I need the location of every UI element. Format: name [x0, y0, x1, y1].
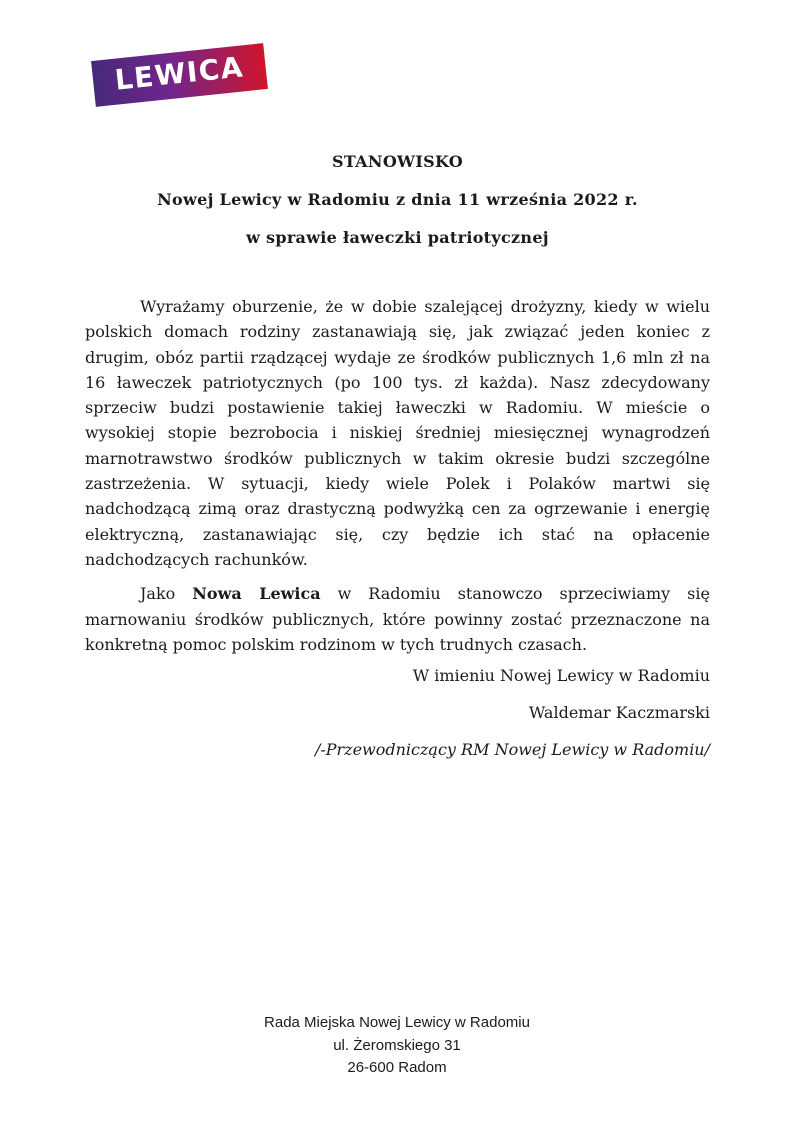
- document-body: [85, 294, 710, 657]
- signature-block: [315, 657, 710, 768]
- paragraph-2-suffix: w Radomiu stanowczo sprzeciwiamy się marnowaniu środków publicznych, które powinny zostać przeznaczone na konkretną pomoc polskim rodzinom w tych trudnych czasach.: [85, 584, 710, 654]
- footer-address: [0, 1012, 794, 1080]
- body-paragraph-1: Wyrażamy oburzenie, że w dobie szalejącej drożyzny, kiedy w wielu polskich domach rodziny zastanawiają się, jak związać jeden koniec z drugim, obóz partii rządzącej wydaje ze środków publicznych 1,6 mln zł na 16 ławeczek patriotycznych (po 100 tys. zł każda). Nasz zdecydowany sprzeciw budzi postawienie takiej ławeczki w Radomiu. W mieście o wysokiej stopie bezrobocia i niskiej średniej miesięcznej wynagrodzeń marnotrawstwo środków publicznych w takim okresie budzi szczególne zastrzeżenia. W sytuacji, kiedy wiele Polek i Polaków martwi się nadchodzącą zimą oraz drastyczną podwyżką cen za ogrzewanie i energię elektryczną, zastanawiając się, czy będzie ich stać na opłacenie nadchodzących rachunków.: [85, 297, 710, 569]
- lewica-logo-text: LEWICA: [113, 50, 246, 97]
- heading-subtitle-date: Nowej Lewicy w Radomiu z dnia 11 września 2022 r.: [157, 190, 638, 209]
- footer-organization: Rada Miejska Nowej Lewicy w Radomiu: [264, 1014, 530, 1031]
- body-paragraph-2: [85, 581, 710, 657]
- paragraph-2-bold-party-name: Nowa Lewica: [192, 584, 321, 604]
- paragraph-2-prefix: Jako: [140, 584, 193, 604]
- document-heading: [85, 143, 710, 257]
- footer-street: ul. Żeromskiego 31: [333, 1036, 461, 1054]
- heading-title: STANOWISKO: [332, 152, 463, 171]
- heading-subject: w sprawie ławeczki patriotycznej: [246, 228, 549, 247]
- signature-on-behalf: W imieniu Nowej Lewicy w Radomiu: [412, 666, 710, 685]
- footer-city: 26-600 Radom: [347, 1059, 447, 1076]
- signature-role: /-Przewodniczący RM Nowej Lewicy w Radomiu/: [314, 740, 710, 759]
- lewica-logo: [91, 43, 268, 107]
- signature-name: Waldemar Kaczmarski: [528, 703, 710, 722]
